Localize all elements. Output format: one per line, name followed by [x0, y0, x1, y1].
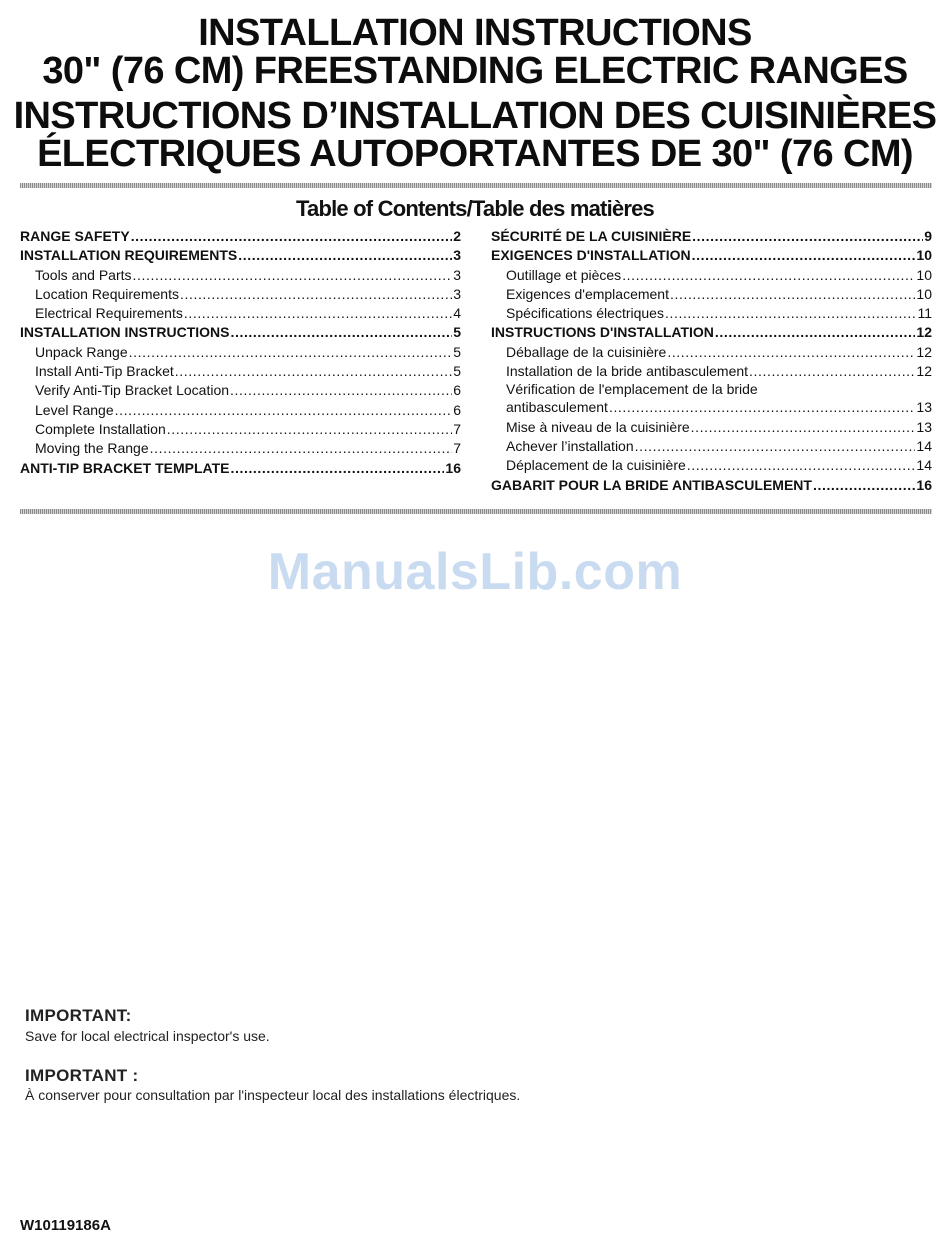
- toc-entry-verification-bride[interactable]: [491, 381, 932, 417]
- toc-entry-verification-bride-line1: Vérification de l'emplacement de la bride: [506, 381, 758, 398]
- toc-entry-installation-requirements[interactable]: INSTALLATION REQUIREMENTS ..... 3: [20, 246, 461, 265]
- toc-entry-location-requirements[interactable]: Location Requirements ..... 3: [20, 285, 461, 304]
- title-line-4: ÉLECTRIQUES AUTOPORTANTES DE 30" (76 CM): [37, 133, 913, 175]
- toc-entry-mise-a-niveau[interactable]: Mise à niveau de la cuisinière ..... 13: [491, 418, 932, 437]
- toc-entry-deplacement[interactable]: Déplacement de la cuisinière ..... 14: [491, 456, 932, 475]
- toc-entry-complete-installation[interactable]: Complete Installation ..... 7: [20, 420, 461, 439]
- toc-entry-unpack-range[interactable]: Unpack Range ..... 5: [20, 343, 461, 362]
- important-text-en: Save for local electrical inspector's use.: [25, 1028, 270, 1044]
- title-line-2: 30" (76 CM) FREESTANDING ELECTRIC RANGES: [42, 50, 908, 92]
- toc-entry-deballage[interactable]: Déballage de la cuisinière ..... 12: [491, 343, 932, 362]
- toc-entry-instructions-installation[interactable]: INSTRUCTIONS D'INSTALLATION ..... 12: [491, 323, 932, 342]
- toc-entry-outillage-et-pieces[interactable]: Outillage et pièces ..... 10: [491, 266, 932, 285]
- toc-entry-anti-tip-bracket-template[interactable]: ANTI-TIP BRACKET TEMPLATE ..... 16: [20, 459, 461, 478]
- toc-entry-install-anti-tip-bracket[interactable]: Install Anti-Tip Bracket ..... 5: [20, 362, 461, 381]
- title-line-3: INSTRUCTIONS D’INSTALLATION DES CUISINIÈRES: [13, 95, 937, 137]
- important-title-en: IMPORTANT:: [25, 1006, 132, 1025]
- top-divider: [20, 183, 932, 188]
- toc-english-column: [20, 227, 461, 478]
- toc-heading: Table of Contents/Table des matières: [296, 196, 654, 221]
- toc-entry-securite-cuisiniere[interactable]: SÉCURITÉ DE LA CUISINIÈRE ..... 9: [491, 227, 932, 246]
- toc-entry-level-range[interactable]: Level Range ..... 6: [20, 401, 461, 420]
- toc-entry-installation-bride[interactable]: Installation de la bride antibasculement ..... 12: [491, 362, 932, 381]
- important-text-fr: À conserver pour consultation par l'inspecteur local des installations électriques.: [25, 1087, 521, 1103]
- watermark: ManualsLib.com: [267, 543, 683, 601]
- toc-entry-exigences-installation[interactable]: EXIGENCES D'INSTALLATION ..... 10: [491, 246, 932, 265]
- toc-entry-exigences-emplacement[interactable]: Exigences d'emplacement ..... 10: [491, 285, 932, 304]
- toc-entry-achever-installation[interactable]: Achever l’installation ..... 14: [491, 437, 932, 456]
- toc-entry-installation-instructions[interactable]: INSTALLATION INSTRUCTIONS ..... 5: [20, 323, 461, 342]
- toc-entry-tools-and-parts[interactable]: Tools and Parts ..... 3: [20, 266, 461, 285]
- title-line-1: INSTALLATION INSTRUCTIONS: [198, 12, 752, 54]
- toc-entry-range-safety[interactable]: RANGE SAFETY ..... 2: [20, 227, 461, 246]
- toc-entry-verification-bride-line2: antibasculement ..... 13: [491, 398, 932, 417]
- toc-entry-moving-the-range[interactable]: Moving the Range ..... 7: [20, 439, 461, 458]
- toc-entry-verify-anti-tip-bracket-location[interactable]: Verify Anti-Tip Bracket Location ..... 6: [20, 381, 461, 400]
- important-title-fr: IMPORTANT :: [25, 1066, 139, 1085]
- document-number: W10119186A: [20, 1217, 111, 1234]
- toc-entry-electrical-requirements[interactable]: Electrical Requirements ..... 4: [20, 304, 461, 323]
- bottom-divider: [20, 509, 932, 514]
- toc-french-column: [491, 227, 932, 495]
- toc-entry-specifications-electriques[interactable]: Spécifications électriques ..... 11: [491, 304, 932, 323]
- toc-entry-gabarit-bride[interactable]: GABARIT POUR LA BRIDE ANTIBASCULEMENT ..... 16: [491, 476, 932, 495]
